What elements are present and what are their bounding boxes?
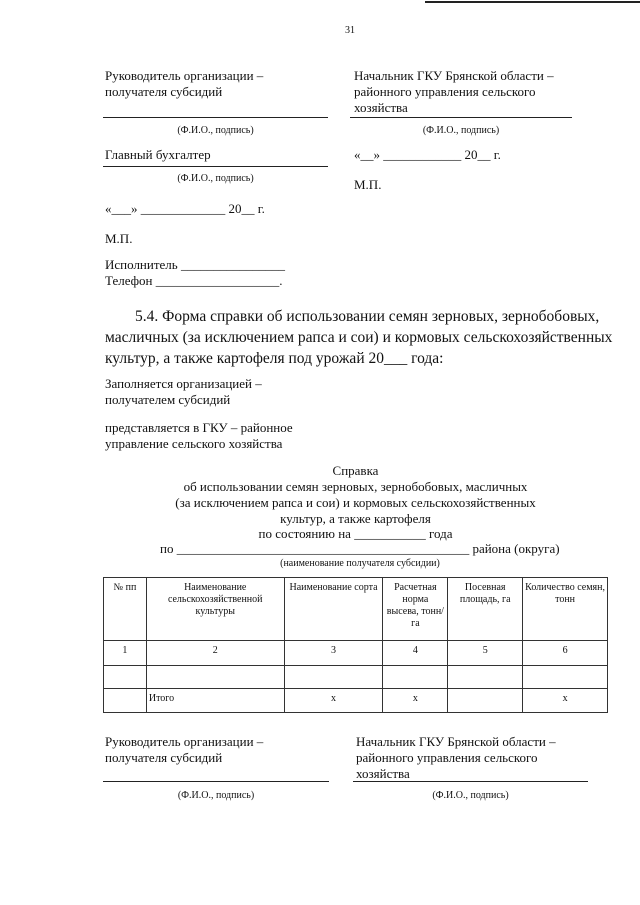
chief-accountant-label: Главный бухгалтер [105,147,211,162]
signature-line [350,117,572,118]
table-row-total [104,689,608,713]
cell: х [284,689,383,713]
submitted-to-2: управление сельского хозяйства [105,436,283,451]
head-right-title-3: хозяйства [354,100,408,115]
foot-left-title-2: получателя субсидий [105,750,223,765]
cell [448,666,523,689]
foot-right-title-2: районного управления сельского [356,750,538,765]
header-cell: Количество семян, тонн [523,578,608,641]
cell: 5 [448,641,523,666]
head-right-title-2: районного управления сельского [354,84,536,99]
cell [383,666,448,689]
recipient-caption: (наименование получателя субсидии) [280,558,440,569]
seed-usage-table [103,577,608,713]
section-title-3: культур, а также картофеля под урожай 20___ года: [105,350,444,367]
table-header-row [104,578,608,641]
header-cell: № пп [104,578,147,641]
mp-right: М.П. [354,177,382,192]
table-row-numbers [104,641,608,666]
foot-right-title-3: хозяйства [356,766,410,781]
fio-caption: (Ф.И.О., подпись) [177,125,254,136]
fio-caption: (Ф.И.О., подпись) [422,125,500,136]
cell [523,666,608,689]
cell: 1 [104,641,147,666]
cell: Итого [146,689,284,713]
date-left: «___» _____________ 20__ г. [105,201,265,216]
filled-by-1: Заполняется организацией – [105,376,262,391]
foot-left-title-1: Руководитель организации – [105,734,264,749]
section-title-2: масличных (за исключением рапса и сои) и кормовых сельскохозяйственных [105,329,613,346]
cell [146,666,284,689]
foot-right-title-1: Начальник ГКУ Брянской области – [356,734,556,749]
fio-caption: (Ф.И.О., подпись) [177,173,254,184]
cell: 3 [284,641,383,666]
header-cell: Наименование сельскохозяйственной культуры [146,578,284,641]
signature-line [353,781,588,782]
cert-date-line: по состоянию на ___________ года [258,526,453,541]
cell: х [523,689,608,713]
fio-caption: (Ф.И.О., подпись) [432,790,509,801]
phone-field: Телефон ___________________. [105,273,283,288]
head-left-title-2: получателя субсидий [105,84,223,99]
header-cell: Посевная площадь, га [448,578,523,641]
cert-title: Справка [332,463,379,478]
top-rule [425,1,640,3]
signature-line [103,117,328,118]
fio-caption: (Ф.И.О., подпись) [177,790,255,801]
executor-field: Исполнитель ________________ [105,257,285,272]
cell [448,689,523,713]
cell [104,689,147,713]
header-cell: Наименование сорта [284,578,383,641]
head-left-title-1: Руководитель организации – [105,68,264,83]
head-right-title-1: Начальник ГКУ Брянской области – [354,68,554,83]
submitted-to-1: представляется в ГКУ – районное [105,420,293,435]
header-cell: Расчетная норма высева, тонн/га [383,578,448,641]
cell: х [383,689,448,713]
cert-line: об использовании семян зерновых, зернобобовых, масличных [183,479,528,494]
table-row-empty [104,666,608,689]
cert-line: (за исключением рапса и сои) и кормовых сельскохозяйственных [175,495,536,510]
cell: 2 [146,641,284,666]
cert-line: культур, а также картофеля [280,511,431,526]
cell: 6 [523,641,608,666]
cell [104,666,147,689]
filled-by-2: получателем субсидий [105,392,231,407]
cell: 4 [383,641,448,666]
section-title-1: 5.4. Форма справки об использовании семян зерновых, зернобобовых, [135,308,600,325]
cell [284,666,383,689]
mp-left: М.П. [105,231,133,246]
page-number: 31 [345,25,355,36]
signature-line [103,781,329,782]
date-right: «__» ____________ 20__ г. [354,147,501,162]
signature-line [103,166,328,167]
recipient-line: по _____________________________________________ района (округа) [160,541,560,556]
